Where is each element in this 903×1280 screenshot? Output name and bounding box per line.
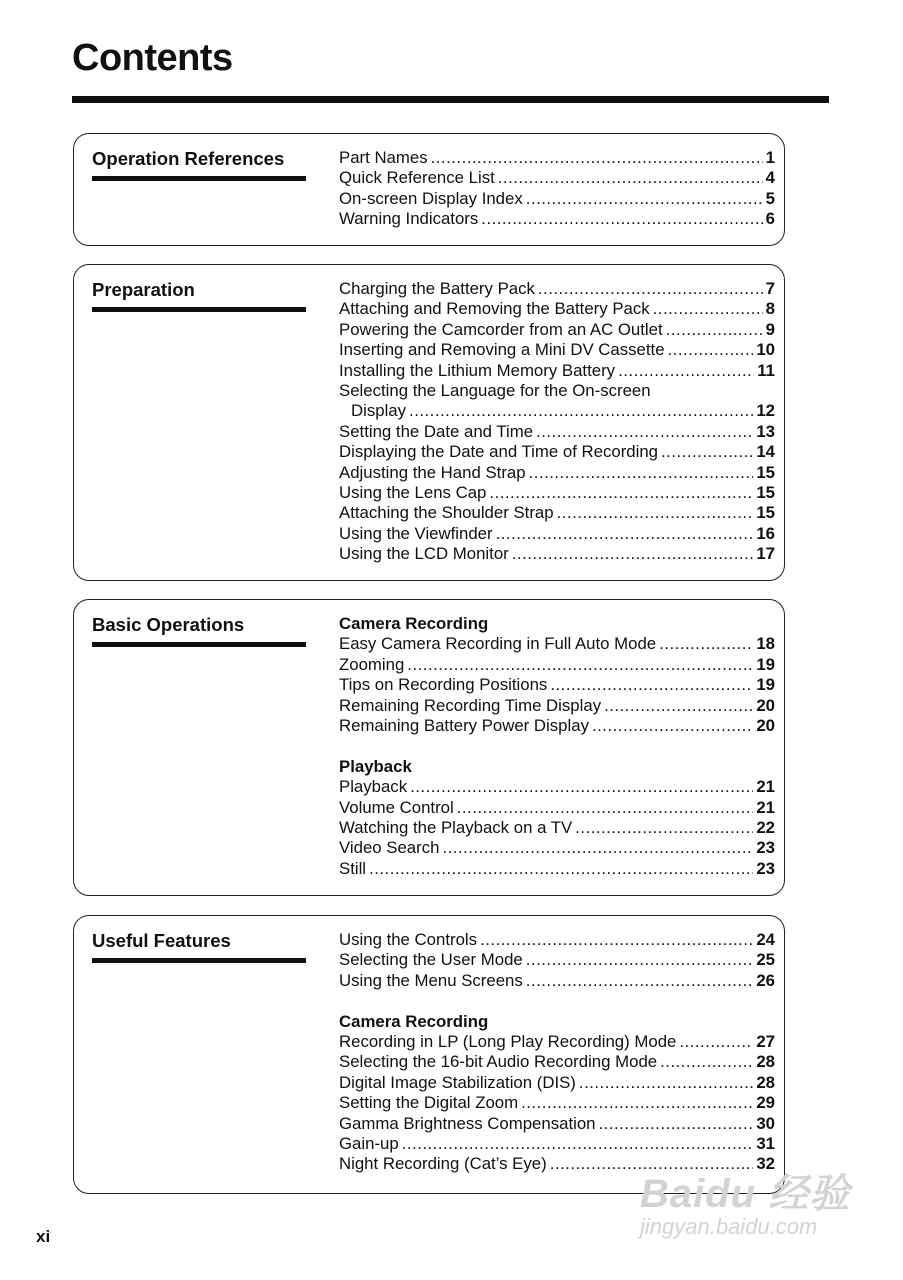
toc-entry[interactable]: Night Recording (Cat’s Eye) ..... 32 <box>339 1154 775 1174</box>
section-useful-features <box>73 915 785 1194</box>
toc-entry[interactable]: Recording in LP (Long Play Recording) Mode ..... 27 <box>339 1032 775 1052</box>
toc-entry[interactable]: Setting the Digital Zoom ..... 29 <box>339 1093 775 1113</box>
toc-entry[interactable]: Selecting the 16-bit Audio Recording Mode ..... 28 <box>339 1052 775 1072</box>
toc-entry[interactable]: Selecting the User Mode ..... 25 <box>339 950 775 970</box>
toc-entry[interactable]: Volume Control ..... 21 <box>339 798 775 818</box>
toc-entry[interactable]: Easy Camera Recording in Full Auto Mode ..... 18 <box>339 634 775 654</box>
watermark <box>640 1162 860 1252</box>
toc-entry[interactable]: Powering the Camcorder from an AC Outlet ..... 9 <box>339 320 775 340</box>
toc-entry[interactable]: Digital Image Stabilization (DIS) ..... 28 <box>339 1073 775 1093</box>
page-number: xi <box>36 1227 51 1246</box>
toc-entry[interactable]: Charging the Battery Pack ..... 7 <box>339 279 775 299</box>
toc-entry-line[interactable]: Selecting the Language for the On-screen <box>339 381 651 401</box>
subsection-title: Playback <box>339 756 412 776</box>
toc-list <box>339 930 775 1175</box>
toc-entry[interactable]: Remaining Recording Time Display ..... 20 <box>339 696 775 716</box>
toc-entry[interactable]: Displaying the Date and Time of Recording ..... 14 <box>339 442 775 462</box>
section-heading: Operation References <box>92 148 306 181</box>
section-basic-operations <box>73 599 785 896</box>
toc-entry-continuation[interactable]: Display ..... 12 <box>339 401 775 421</box>
toc-entry[interactable]: Attaching and Removing the Battery Pack ..... 8 <box>339 299 775 319</box>
toc-entry[interactable]: Gain-up ..... 31 <box>339 1134 775 1154</box>
section-operation-references <box>73 133 785 246</box>
section-heading: Basic Operations <box>92 614 306 647</box>
toc-entry[interactable]: Remaining Battery Power Display ..... 20 <box>339 716 775 736</box>
toc-entry[interactable]: Tips on Recording Positions ..... 19 <box>339 675 775 695</box>
toc-entry[interactable]: Quick Reference List ..... 4 <box>339 168 775 188</box>
toc-entry[interactable]: Setting the Date and Time ..... 13 <box>339 422 775 442</box>
subsection-title: Camera Recording <box>339 614 489 633</box>
toc-entry[interactable]: Video Search ..... 23 <box>339 838 775 858</box>
toc-entry[interactable]: Warning Indicators ..... 6 <box>339 209 775 229</box>
toc-entry[interactable]: Attaching the Shoulder Strap ..... 15 <box>339 503 775 523</box>
toc-entry[interactable]: Zooming ..... 19 <box>339 655 775 675</box>
toc-entry[interactable]: Using the Viewfinder ..... 16 <box>339 524 775 544</box>
toc-entry[interactable]: Adjusting the Hand Strap ..... 15 <box>339 463 775 483</box>
toc-list <box>339 279 775 565</box>
toc-entry[interactable]: Using the Menu Screens ..... 26 <box>339 971 775 991</box>
spacer <box>339 991 775 1011</box>
toc-entry[interactable]: Playback ..... 21 <box>339 777 775 797</box>
spacer <box>339 736 775 756</box>
toc-list <box>339 614 775 879</box>
toc-entry[interactable]: Using the LCD Monitor ..... 17 <box>339 544 775 564</box>
toc-entry[interactable]: Using the Lens Cap ..... 15 <box>339 483 775 503</box>
toc-entry[interactable]: Part Names ..... 1 <box>339 148 775 168</box>
subsection-title: Camera Recording <box>339 1011 489 1031</box>
toc-entry[interactable]: Still ..... 23 <box>339 859 775 879</box>
watermark-logo: Baidu 经验 <box>640 1172 851 1216</box>
toc-entry[interactable]: Inserting and Removing a Mini DV Cassette ..... 10 <box>339 340 775 360</box>
toc-entry[interactable]: Watching the Playback on a TV ..... 22 <box>339 818 775 838</box>
section-preparation <box>73 264 785 581</box>
watermark-url: jingyan.baidu.com <box>640 1214 818 1239</box>
section-heading: Useful Features <box>92 930 306 963</box>
toc-entry[interactable]: Using the Controls ..... 24 <box>339 930 775 950</box>
toc-list <box>339 148 775 230</box>
toc-entry[interactable]: Installing the Lithium Memory Battery ..... 11 <box>339 361 775 381</box>
toc-entry[interactable]: Gamma Brightness Compensation ..... 30 <box>339 1114 775 1134</box>
title-rule <box>72 96 829 103</box>
page-title: Contents <box>72 37 233 79</box>
toc-entry[interactable]: On-screen Display Index ..... 5 <box>339 189 775 209</box>
section-heading: Preparation <box>92 279 306 312</box>
